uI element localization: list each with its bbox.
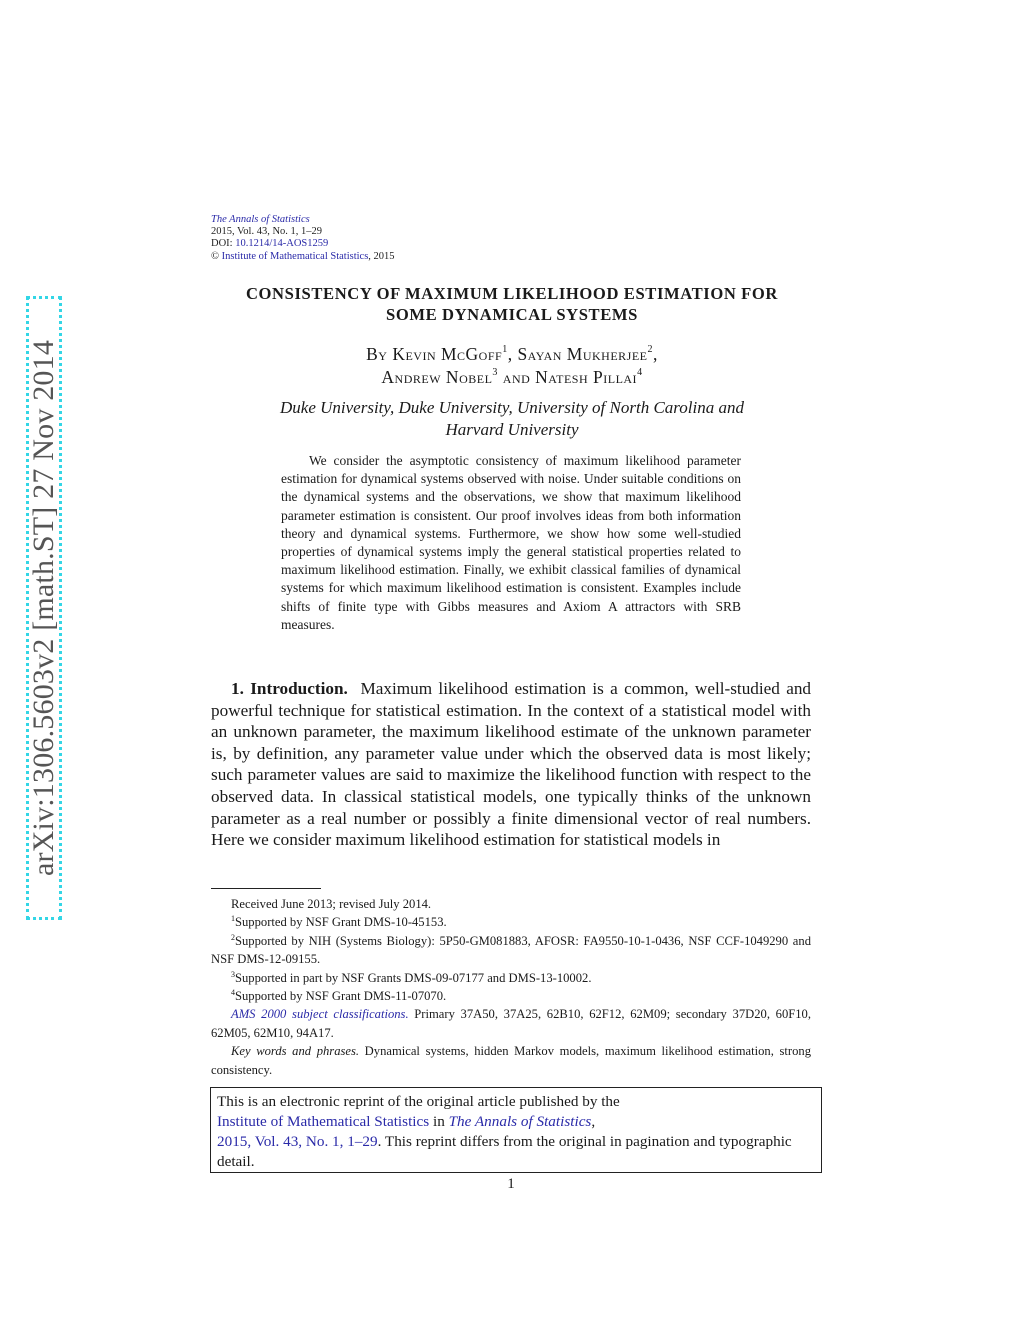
footnote-3 <box>211 969 811 987</box>
received-dates: Received June 2013; revised July 2014. <box>231 897 432 911</box>
copyright-icon: © <box>211 250 219 262</box>
author-mcgoff: Kevin McGoff <box>392 344 503 364</box>
keywords-label: Key words and phrases. <box>231 1044 360 1059</box>
author-nobel: Andrew Nobel <box>381 367 493 387</box>
author-pillai-footnote-mark: 4 <box>637 367 643 378</box>
footnote-1-text: Supported by NSF Grant DMS-10-45153. <box>235 915 447 930</box>
keywords-text: Dynamical systems, hidden Markov models, maximum likelihood estimation, strong consistency. <box>211 1044 811 1077</box>
doi-link[interactable]: 10.1214/14-AOS1259 <box>235 238 329 250</box>
title-line-2: SOME DYNAMICAL SYSTEMS <box>385 305 638 324</box>
footnote-2-text: Supported by NIH (Systems Biology): 5P50-GM081883, AFOSR: FA9550-10-1-0436, NSF CCF-1049290 and NSF DMS-12-09155. <box>211 933 811 967</box>
author-pillai: Natesh Pillai <box>535 367 638 387</box>
footnote-4 <box>211 987 811 1005</box>
footnote-4-text: Supported by NSF Grant DMS-11-07070. <box>235 989 447 1004</box>
journal-name-link[interactable]: The Annals of Statistics <box>211 214 310 225</box>
author-list <box>211 343 813 389</box>
footnote-1-mark: 1 <box>231 914 235 924</box>
footnote-4-mark: 4 <box>231 988 235 998</box>
reprint-citation-link[interactable]: 2015, Vol. 43, No. 1, 1–29 <box>217 1133 378 1150</box>
author-and: and <box>497 367 536 387</box>
page-number: 1 <box>507 1176 515 1192</box>
footnote-3-mark: 3 <box>231 969 235 979</box>
by-label: By <box>366 344 393 364</box>
abstract: We consider the asymptotic consistency of maximum likelihood parameter estimation for dynamical systems observed with noise. Under suitable conditions on the dynamical systems and the observations, we show that maximum likelihood parameter estimation is consistent. Our proof involves ideas from both information theory and dynamical systems. Furthermore, we show how some well-studied properties of dynamical systems imply the general statistical properties related to maximum likelihood estimation. Finally, we exhibit classical families of dynamical systems for which maximum likelihood estimation is consistent. Examples include shifts of finite type with Gibbs measures and Axiom A attractors with SRB measures. <box>281 453 741 632</box>
author-separator: , <box>653 344 658 364</box>
footnote-1 <box>211 913 811 931</box>
reprint-journal-link[interactable]: The Annals of Statistics <box>448 1113 592 1130</box>
reprint-comma: , <box>591 1113 596 1130</box>
journal-header <box>211 214 395 263</box>
section-heading: 1. Introduction. <box>231 679 348 698</box>
affiliation-line-1: Duke University, Duke University, University of North Carolina and <box>280 398 744 417</box>
arxiv-stamp <box>26 296 62 920</box>
author-mukherjee: Sayan Mukherjee <box>517 344 648 364</box>
author-mcgoff-footnote-mark: 1 <box>502 344 508 355</box>
affiliations <box>211 397 813 441</box>
footnote-2 <box>211 932 811 969</box>
author-mukherjee-footnote-mark: 2 <box>647 344 654 355</box>
introduction-text: Maximum likelihood estimation is a common, well-studied and powerful technique for statistical estimation. In the context of a statistical model with an unknown parameter, the maximum likelihood estimate of the unknown parameter is, by definition, any parameter value under which the observed data is most likely; such parameter values are said to maximize the likelihood function with respect to the observed data. In classical statistical models, one typically thinks of the unknown parameter as a real number or possibly a finite dimensional vector of real numbers. Here we consider maximum likelihood estimation for statistical models in <box>211 679 812 850</box>
arxiv-identifier: arXiv:1306.5603v2 [math.ST] 27 Nov 2014 <box>27 339 60 877</box>
reprint-rest: . This reprint differs from the original in pagination and typographic detail. <box>217 1133 792 1170</box>
footnote-3-text: Supported in part by NSF Grants DMS-09-07177 and DMS-13-10002. <box>235 970 592 985</box>
introduction-paragraph <box>211 678 811 851</box>
footnotes <box>211 895 811 1079</box>
reprint-line-1: This is an electronic reprint of the original article published by the <box>217 1093 620 1110</box>
ams-classification <box>211 1005 811 1042</box>
footnote-2-mark: 2 <box>231 932 235 942</box>
footnote-rule <box>211 888 321 889</box>
ams-classification-link[interactable]: AMS 2000 subject classifications. <box>231 1007 409 1022</box>
paper-title <box>211 283 813 325</box>
reprint-notice <box>210 1087 822 1173</box>
doi-label: DOI: <box>211 238 236 250</box>
author-separator: , <box>507 344 518 364</box>
publisher-link[interactable]: Institute of Mathematical Statistics <box>221 250 369 262</box>
keywords <box>211 1042 811 1079</box>
title-line-1: CONSISTENCY OF MAXIMUM LIKELIHOOD ESTIMATION FOR <box>245 284 779 303</box>
affiliation-line-2: Harvard University <box>445 420 579 439</box>
journal-volume: 2015, Vol. 43, No. 1, 1–29 <box>211 226 323 238</box>
copyright-year: , 2015 <box>368 250 395 262</box>
author-nobel-footnote-mark: 3 <box>492 367 498 378</box>
ams-classification-text: Primary 37A50, 37A25, 62B10, 62F12, 62M09; secondary 37D20, 60F10, 62M05, 62M10, 94A17. <box>211 1007 811 1040</box>
reprint-publisher-link[interactable]: Institute of Mathematical Statistics <box>217 1113 430 1130</box>
reprint-in: in <box>429 1113 449 1130</box>
